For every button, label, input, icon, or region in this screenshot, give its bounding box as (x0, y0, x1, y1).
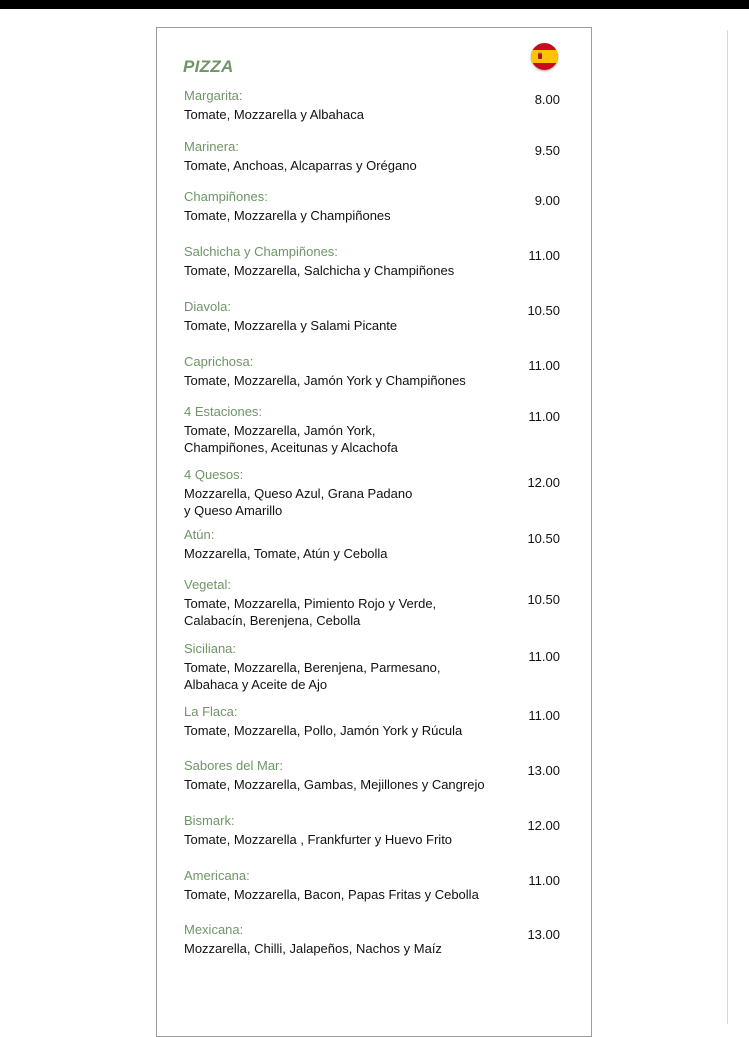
menu-item-price: 11.00 (528, 873, 560, 888)
section-title: PIZZA (183, 57, 234, 76)
menu-item-price: 9.50 (534, 143, 560, 158)
menu-item-name: Caprichosa: (184, 354, 254, 369)
menu-item-description-line: Tomate, Mozzarella y Salami Picante (184, 318, 398, 333)
menu-item-description-line: Tomate, Mozzarella, Gambas, Mejillones y Cangrejo (184, 777, 485, 792)
menu-item-description (184, 776, 485, 793)
menu-item-price: 8.00 (534, 92, 560, 107)
menu-item-description (184, 886, 479, 903)
menu-item-name: Salchicha y Champiñones: (184, 244, 338, 259)
menu-item-price: 11.00 (528, 358, 560, 373)
menu-item-description-line: Mozzarella, Queso Azul, Grana Padano (184, 486, 413, 501)
menu-item-name: 4 Quesos: (184, 467, 244, 482)
menu-item-description-line: Tomate, Mozzarella, Pollo, Jamón York y Rúcula (184, 723, 463, 738)
menu-item-name: Sabores del Mar: (184, 758, 283, 773)
menu-item-description-line: Tomate, Mozzarella y Champiñones (184, 208, 391, 223)
menu-item-description (184, 157, 417, 174)
menu-item-description-line: Tomate, Mozzarella, Jamón York, (184, 423, 376, 438)
menu-item-description (184, 545, 388, 562)
menu-item-description-line: Tomate, Mozzarella, Bacon, Papas Fritas y Cebolla (184, 887, 479, 902)
menu-item-price: 11.00 (528, 708, 560, 723)
menu-item-description (184, 940, 442, 957)
menu-item-description-line: Tomate, Anchoas, Alcaparras y Orégano (184, 158, 417, 173)
menu-item-description (184, 422, 398, 456)
menu-item-price: 10.50 (527, 303, 560, 318)
menu-item-description (184, 317, 397, 334)
menu-item-description (184, 831, 452, 848)
menu-item-name: Atún: (184, 527, 215, 542)
menu-item-description (184, 372, 466, 389)
menu-item-name: Marinera: (184, 139, 239, 154)
menu-item-name: Margarita: (184, 88, 243, 103)
menu-item-name: Vegetal: (184, 577, 231, 592)
spain-flag-icon[interactable] (531, 43, 558, 70)
menu-item-price: 12.00 (527, 475, 560, 490)
menu-item-description (184, 595, 436, 629)
menu-item-name: Americana: (184, 868, 250, 883)
menu-item-description (184, 485, 412, 519)
menu-item-name: La Flaca: (184, 704, 238, 719)
menu-item-name: 4 Estaciones: (184, 404, 263, 419)
menu-item-name: Bismark: (184, 813, 235, 828)
menu-item-price: 13.00 (527, 763, 560, 778)
menu-item-description-line: Tomate, Mozzarella, Berenjena, Parmesano, (184, 660, 441, 675)
menu-item-name: Mexicana: (184, 922, 244, 937)
menu-item-price: 11.00 (528, 649, 560, 664)
menu-item-description-line: y Queso Amarillo (184, 503, 283, 518)
menu-item-description-line: Tomate, Mozzarella y Albahaca (184, 107, 364, 122)
menu-item-price: 9.00 (534, 193, 560, 208)
menu-item-name: Siciliana: (184, 641, 237, 656)
menu-item-description (184, 659, 441, 693)
menu-item-price: 13.00 (527, 927, 560, 942)
menu-item-description-line: Mozzarella, Tomate, Atún y Cebolla (184, 546, 388, 561)
menu-item-price: 11.00 (528, 248, 560, 263)
menu-item-description-line: Champiñones, Aceitunas y Alcachofa (184, 440, 398, 455)
menu-item-price: 10.50 (527, 531, 560, 546)
menu-item-description (184, 262, 454, 279)
menu-item-description (184, 722, 462, 739)
menu-item-description-line: Mozzarella, Chilli, Jalapeños, Nachos y Maíz (184, 941, 442, 956)
menu-item-price: 12.00 (527, 818, 560, 833)
menu-item-description-line: Albahaca y Aceite de Ajo (184, 677, 328, 692)
menu-item-name: Champiñones: (184, 189, 268, 204)
menu-item-description-line: Tomate, Mozzarella , Frankfurter y Huevo Frito (184, 832, 453, 847)
menu-item-description-line: Tomate, Mozzarella, Jamón York y Champiñones (184, 373, 466, 388)
menu-item-price: 11.00 (528, 409, 560, 424)
top-bar (0, 0, 749, 9)
menu-item-price: 10.50 (527, 592, 560, 607)
menu-item-description (184, 106, 364, 123)
page-divider (727, 30, 728, 1024)
menu-item-description-line: Tomate, Mozzarella, Salchicha y Champiñones (184, 263, 455, 278)
menu-item-description-line: Calabacín, Berenjena, Cebolla (184, 613, 361, 628)
menu-item-description (184, 207, 391, 224)
menu-item-name: Diavola: (184, 299, 231, 314)
menu-item-description-line: Tomate, Mozzarella, Pimiento Rojo y Verde, (184, 596, 437, 611)
